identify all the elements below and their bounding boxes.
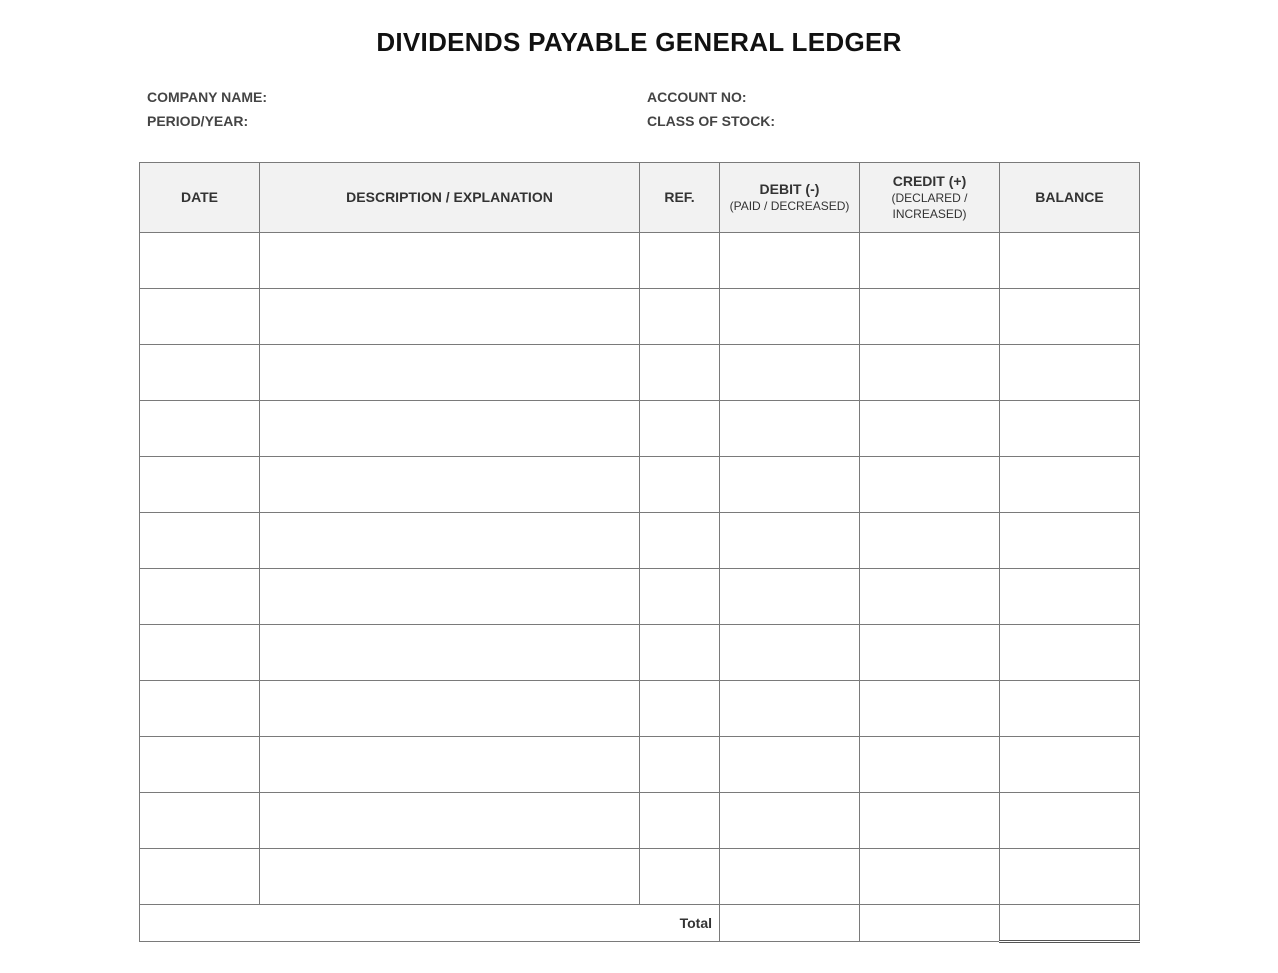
table-row bbox=[140, 793, 1140, 849]
table-row bbox=[140, 625, 1140, 681]
table-row bbox=[140, 681, 1140, 737]
ref-cell[interactable] bbox=[640, 849, 720, 905]
credit-cell[interactable] bbox=[860, 345, 1000, 401]
ref-column-header: REF. bbox=[640, 163, 720, 233]
total-balance-cell[interactable] bbox=[1000, 905, 1140, 942]
date-cell[interactable] bbox=[140, 569, 260, 625]
balance-column-header: BALANCE bbox=[1000, 163, 1140, 233]
table-row bbox=[140, 401, 1140, 457]
balance-cell[interactable] bbox=[1000, 457, 1140, 513]
date-column-header: DATE bbox=[140, 163, 260, 233]
class-of-stock-label: CLASS OF STOCK: bbox=[647, 113, 776, 129]
credit-header-sublabel: (DECLARED / INCREASED) bbox=[891, 191, 968, 221]
credit-cell[interactable] bbox=[860, 681, 1000, 737]
credit-cell[interactable] bbox=[860, 233, 1000, 289]
description-column-header: DESCRIPTION / EXPLANATION bbox=[260, 163, 640, 233]
date-cell[interactable] bbox=[140, 513, 260, 569]
description-cell[interactable] bbox=[260, 569, 640, 625]
ref-cell[interactable] bbox=[640, 737, 720, 793]
description-cell[interactable] bbox=[260, 401, 640, 457]
ref-cell[interactable] bbox=[640, 681, 720, 737]
credit-cell[interactable] bbox=[860, 457, 1000, 513]
total-credit-cell[interactable] bbox=[860, 905, 1000, 942]
credit-cell[interactable] bbox=[860, 625, 1000, 681]
total-row bbox=[140, 905, 1140, 942]
debit-cell[interactable] bbox=[720, 289, 860, 345]
date-cell[interactable] bbox=[140, 681, 260, 737]
ref-cell[interactable] bbox=[640, 401, 720, 457]
total-debit-cell[interactable] bbox=[720, 905, 860, 942]
ref-cell[interactable] bbox=[640, 793, 720, 849]
page-title: DIVIDENDS PAYABLE GENERAL LEDGER bbox=[376, 27, 902, 57]
debit-header-sublabel: (PAID / DECREASED) bbox=[729, 199, 850, 213]
debit-cell[interactable] bbox=[720, 737, 860, 793]
credit-cell[interactable] bbox=[860, 737, 1000, 793]
debit-header-label: DEBIT (-) bbox=[759, 181, 820, 197]
credit-cell[interactable] bbox=[860, 849, 1000, 905]
table-row bbox=[140, 289, 1140, 345]
description-cell[interactable] bbox=[260, 849, 640, 905]
balance-cell[interactable] bbox=[1000, 345, 1140, 401]
date-cell[interactable] bbox=[140, 289, 260, 345]
ledger-table bbox=[139, 162, 1140, 943]
ref-cell[interactable] bbox=[640, 513, 720, 569]
debit-cell[interactable] bbox=[720, 513, 860, 569]
debit-cell[interactable] bbox=[720, 681, 860, 737]
date-cell[interactable] bbox=[140, 793, 260, 849]
balance-cell[interactable] bbox=[1000, 401, 1140, 457]
date-cell[interactable] bbox=[140, 849, 260, 905]
ref-cell[interactable] bbox=[640, 569, 720, 625]
date-cell[interactable] bbox=[140, 401, 260, 457]
ref-cell[interactable] bbox=[640, 625, 720, 681]
table-row bbox=[140, 345, 1140, 401]
company-name-label: COMPANY NAME: bbox=[147, 89, 268, 105]
credit-header-label: CREDIT (+) bbox=[892, 173, 967, 189]
description-cell[interactable] bbox=[260, 793, 640, 849]
debit-cell[interactable] bbox=[720, 345, 860, 401]
credit-cell[interactable] bbox=[860, 513, 1000, 569]
credit-cell[interactable] bbox=[860, 289, 1000, 345]
date-cell[interactable] bbox=[140, 737, 260, 793]
ledger-header-row bbox=[140, 163, 1140, 233]
table-row bbox=[140, 849, 1140, 905]
ref-cell[interactable] bbox=[640, 289, 720, 345]
debit-cell[interactable] bbox=[720, 569, 860, 625]
balance-cell[interactable] bbox=[1000, 625, 1140, 681]
table-row bbox=[140, 233, 1140, 289]
credit-cell[interactable] bbox=[860, 569, 1000, 625]
debit-cell[interactable] bbox=[720, 457, 860, 513]
description-cell[interactable] bbox=[260, 457, 640, 513]
balance-cell[interactable] bbox=[1000, 569, 1140, 625]
balance-cell[interactable] bbox=[1000, 233, 1140, 289]
debit-cell[interactable] bbox=[720, 625, 860, 681]
balance-cell[interactable] bbox=[1000, 289, 1140, 345]
balance-cell[interactable] bbox=[1000, 681, 1140, 737]
debit-cell[interactable] bbox=[720, 793, 860, 849]
balance-cell[interactable] bbox=[1000, 513, 1140, 569]
period-year-label: PERIOD/YEAR: bbox=[147, 113, 249, 129]
description-cell[interactable] bbox=[260, 233, 640, 289]
description-cell[interactable] bbox=[260, 625, 640, 681]
description-cell[interactable] bbox=[260, 345, 640, 401]
table-row bbox=[140, 569, 1140, 625]
description-cell[interactable] bbox=[260, 681, 640, 737]
debit-column-header bbox=[720, 163, 860, 233]
date-cell[interactable] bbox=[140, 345, 260, 401]
description-cell[interactable] bbox=[260, 737, 640, 793]
table-row bbox=[140, 457, 1140, 513]
debit-cell[interactable] bbox=[720, 849, 860, 905]
date-cell[interactable] bbox=[140, 233, 260, 289]
debit-cell[interactable] bbox=[720, 401, 860, 457]
account-no-label: ACCOUNT NO: bbox=[647, 89, 747, 105]
credit-cell[interactable] bbox=[860, 401, 1000, 457]
ref-cell[interactable] bbox=[640, 345, 720, 401]
debit-cell[interactable] bbox=[720, 233, 860, 289]
description-cell[interactable] bbox=[260, 513, 640, 569]
description-cell[interactable] bbox=[260, 289, 640, 345]
credit-column-header bbox=[860, 163, 1000, 233]
credit-cell[interactable] bbox=[860, 793, 1000, 849]
date-cell[interactable] bbox=[140, 457, 260, 513]
date-cell[interactable] bbox=[140, 625, 260, 681]
table-row bbox=[140, 737, 1140, 793]
balance-cell[interactable] bbox=[1000, 849, 1140, 905]
table-row bbox=[140, 513, 1140, 569]
balance-cell[interactable] bbox=[1000, 793, 1140, 849]
ref-cell[interactable] bbox=[640, 457, 720, 513]
ref-cell[interactable] bbox=[640, 233, 720, 289]
balance-cell[interactable] bbox=[1000, 737, 1140, 793]
total-label: Total bbox=[140, 905, 720, 942]
